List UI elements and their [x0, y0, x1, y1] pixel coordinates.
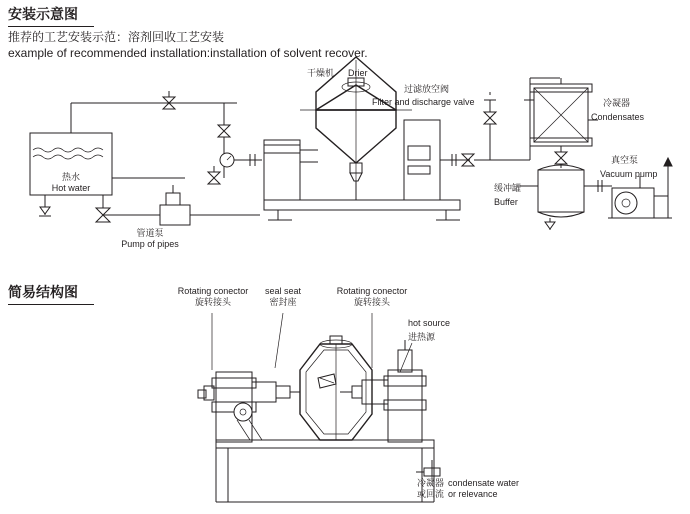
label-vacuum-cn: 真空泵 — [611, 155, 639, 165]
section1-title: 安装示意图 — [8, 4, 94, 27]
label-vacuum-en: Vacuum pump — [600, 169, 658, 179]
label-filter-en: Filter and discharge valve — [372, 97, 475, 107]
label-condensates-cn: 冷凝器 — [603, 98, 631, 108]
section1-subtitle-cn: 推荐的工艺安装示范：溶剂回收工艺安装 — [8, 30, 225, 44]
label-filter-cn: 过滤放空阀 — [404, 84, 450, 94]
label-rotating-connector-left: Rotating conector 旋转接头 — [177, 286, 249, 307]
label-seal-seat: seal seat 密封座 — [264, 286, 302, 307]
label-hot-source-en: hot source — [408, 318, 451, 328]
label-drier-cn: 干燥机 — [307, 68, 335, 78]
label-buffer-en: Buffer — [494, 197, 518, 207]
label-condenser-cn: 冷凝器 或回流 — [416, 478, 444, 499]
label-rotating-connector-right: Rotating conector 旋转接头 — [336, 286, 408, 307]
label-buffer-cn: 缓冲罐 — [494, 183, 522, 193]
label-hot-source-cn: 进热源 — [408, 332, 436, 342]
label-condensate-en: condensate water or relevance — [448, 478, 520, 499]
label-condensates-en: Condensates — [591, 112, 645, 122]
label-drier-en: Drier — [348, 68, 368, 78]
label-pump-of-pipes: 管道泵 Pump of pipes — [121, 228, 179, 249]
section2-title: 简易结构图 — [8, 282, 94, 305]
section1-subtitle-en: example of recommended installation:installation of solvent recover. — [8, 46, 368, 60]
label-hot-water: 热水 Hot water — [51, 172, 91, 193]
